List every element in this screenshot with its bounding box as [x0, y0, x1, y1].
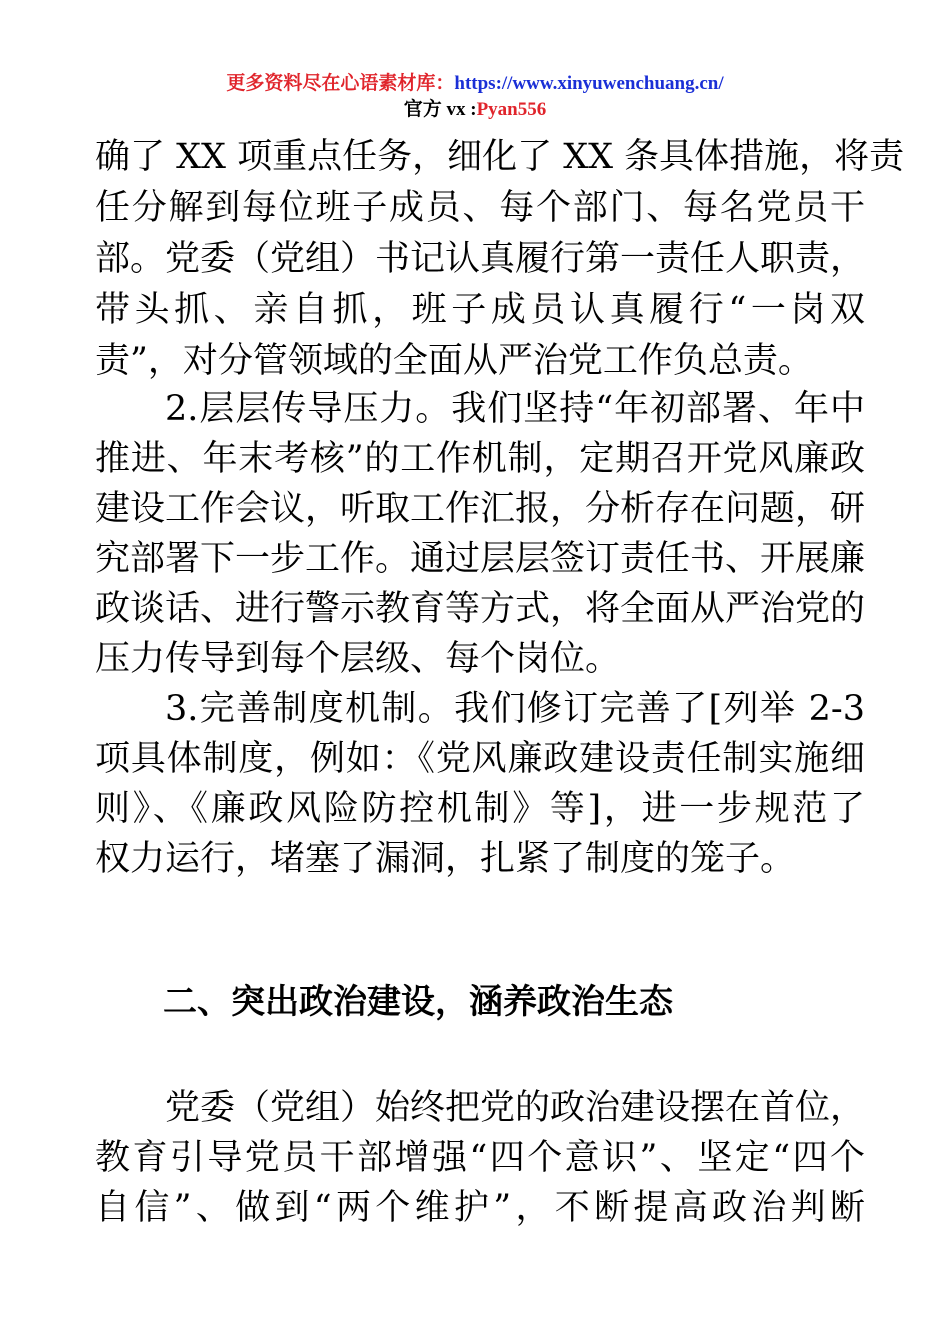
body-text-line: 项具体制度，例如：《党风廉政建设责任制实施细	[95, 739, 865, 779]
body-text-line: 权力运行，堵塞了漏洞，扎紧了制度的笼子。	[95, 839, 796, 879]
body-text-line: 3.完善制度机制。我们修订完善了[列举 2-3	[165, 689, 865, 729]
watermark-line-1	[0, 73, 950, 95]
body-text-line: 党委（党组）始终把党的政治建设摆在首位，	[165, 1088, 866, 1128]
body-text-line: 则》、《廉政风险防控机制》等]，进一步规范了	[95, 789, 865, 829]
watermark-line-2	[0, 99, 950, 121]
body-text-line: 带头抓、亲自抓，班子成员认真履行“一岗双	[95, 290, 865, 330]
body-text-line: 建设工作会议，听取工作汇报，分析存在问题，研	[95, 489, 866, 529]
body-text-line: 部。党委（党组）书记认真履行第一责任人职责，	[95, 239, 866, 279]
body-text-line: 责”，对分管领域的全面从严治党工作负总责。	[95, 341, 813, 381]
watermark-url-link[interactable]: https://www.xinyuwenchuang.cn/	[454, 73, 724, 94]
body-text-line: 自信”、做到“两个维护”，不断提高政治判断	[95, 1188, 865, 1228]
section-heading: 二、突出政治建设，涵养政治生态	[163, 982, 673, 1022]
watermark-label: 更多资料尽在心语素材库：	[226, 73, 455, 94]
body-text-line: 确了 XX 项重点任务，细化了 XX 条具体措施，将责	[95, 137, 905, 177]
body-text-line: 政谈话、进行警示教育等方式，将全面从严治党的	[95, 589, 866, 629]
watermark-contact-label: 官方 vx :	[403, 99, 477, 120]
body-text-line: 压力传导到每个层级、每个岗位。	[95, 639, 621, 679]
body-text-line: 2.层层传导压力。我们坚持“年初部署、年中	[165, 389, 865, 429]
body-text-line: 推进、年末考核”的工作机制，定期召开党风廉政	[95, 439, 865, 479]
watermark-contact-id: Pyan556	[476, 99, 547, 120]
body-text-line: 究部署下一步工作。通过层层签订责任书、开展廉	[95, 539, 866, 579]
body-text-line: 任分解到每位班子成员、每个部门、每名党员干	[95, 188, 865, 228]
body-text-line: 教育引导党员干部增强“四个意识”、坚定“四个	[95, 1138, 865, 1178]
